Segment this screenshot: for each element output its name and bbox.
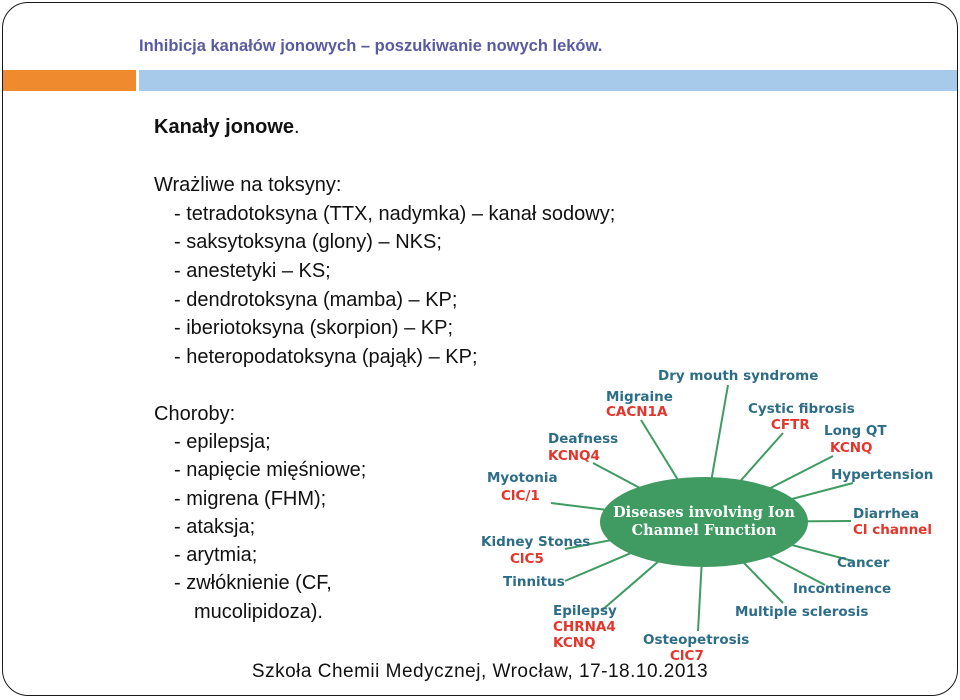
toxin-item: - tetradotoksyna (TTX, nadymka) – kanał sodowy; [174,203,616,225]
slide-header-title: Inhibicja kanałów jonowych – poszukiwanie nowych leków. [139,37,603,55]
gene-cacn1a: CACN1A [606,404,668,420]
gene-clc5: ClC5 [510,551,544,567]
node-migraine: Migraine [606,389,673,405]
disease-item: mucolipidoza). [194,601,323,623]
node-epilepsy: Epilepsy [553,603,617,619]
node-myotonia: Myotonia [487,470,558,486]
node-diarrhea: Diarrhea [853,506,920,522]
gene-cl-channel: Cl channel [853,522,932,538]
disease-item: - migrena (FHM); [174,488,327,510]
diagram-center-label: Channel Function [631,522,777,539]
toxin-item: - saksytoksyna (glony) – NKS; [174,231,442,253]
node-tinnitus: Tinnitus [503,574,565,590]
footer-text: Szkoła Chemii Medycznej, Wrocław, 17-18.10.2013 [251,661,709,682]
diagram-center-label: Diseases involving Ion [613,504,795,521]
section-title: Kanały jonowe. [154,116,300,138]
toxins-heading: Wrażliwe na toksyny: [154,174,342,196]
toxin-item: - heteropodatoksyna (pająk) – KP; [174,346,478,368]
disease-item: - epilepsja; [174,431,271,453]
ion-channel-diseases-diagram [473,363,943,663]
node-dry-mouth-syndrome: Dry mouth syndrome [658,368,819,384]
node-cystic-fibrosis: Cystic fibrosis [748,401,855,417]
gene-kcnq4: KCNQ4 [548,448,600,464]
toxin-item: - dendrotoksyna (mamba) – KP; [174,289,458,311]
header-accent-bar [3,70,136,91]
header-bar [139,70,957,91]
gene-chrna4: CHRNA4 [553,619,616,635]
node-cancer: Cancer [837,555,890,571]
gene-kcnq-long-qt: KCNQ [830,440,873,456]
gene-clc1: ClC/1 [501,488,540,504]
toxin-item: - iberiotoksyna (skorpion) – KP; [174,317,454,339]
gene-cftr: CFTR [771,417,810,433]
node-kidney-stones: Kidney Stones [481,534,591,550]
disease-item: - zwłóknienie (CF, [174,572,332,594]
gene-clc7: ClC7 [670,648,704,663]
diseases-heading: Choroby: [154,403,236,425]
disease-item: - arytmia; [174,544,258,566]
gene-kcnq-epilepsy: KCNQ [553,635,596,651]
node-osteopetrosis: Osteopetrosis [643,632,750,648]
slide [2,2,958,696]
node-hypertension: Hypertension [831,467,934,483]
node-long-qt: Long QT [824,423,887,439]
node-incontinence: Incontinence [793,581,892,597]
node-deafness: Deafness [548,431,619,447]
disease-item: - ataksja; [174,516,256,538]
disease-item: - napięcie mięśniowe; [174,459,367,481]
toxin-item: - anestetyki – KS; [174,260,331,282]
node-multiple-sclerosis: Multiple sclerosis [735,604,869,620]
